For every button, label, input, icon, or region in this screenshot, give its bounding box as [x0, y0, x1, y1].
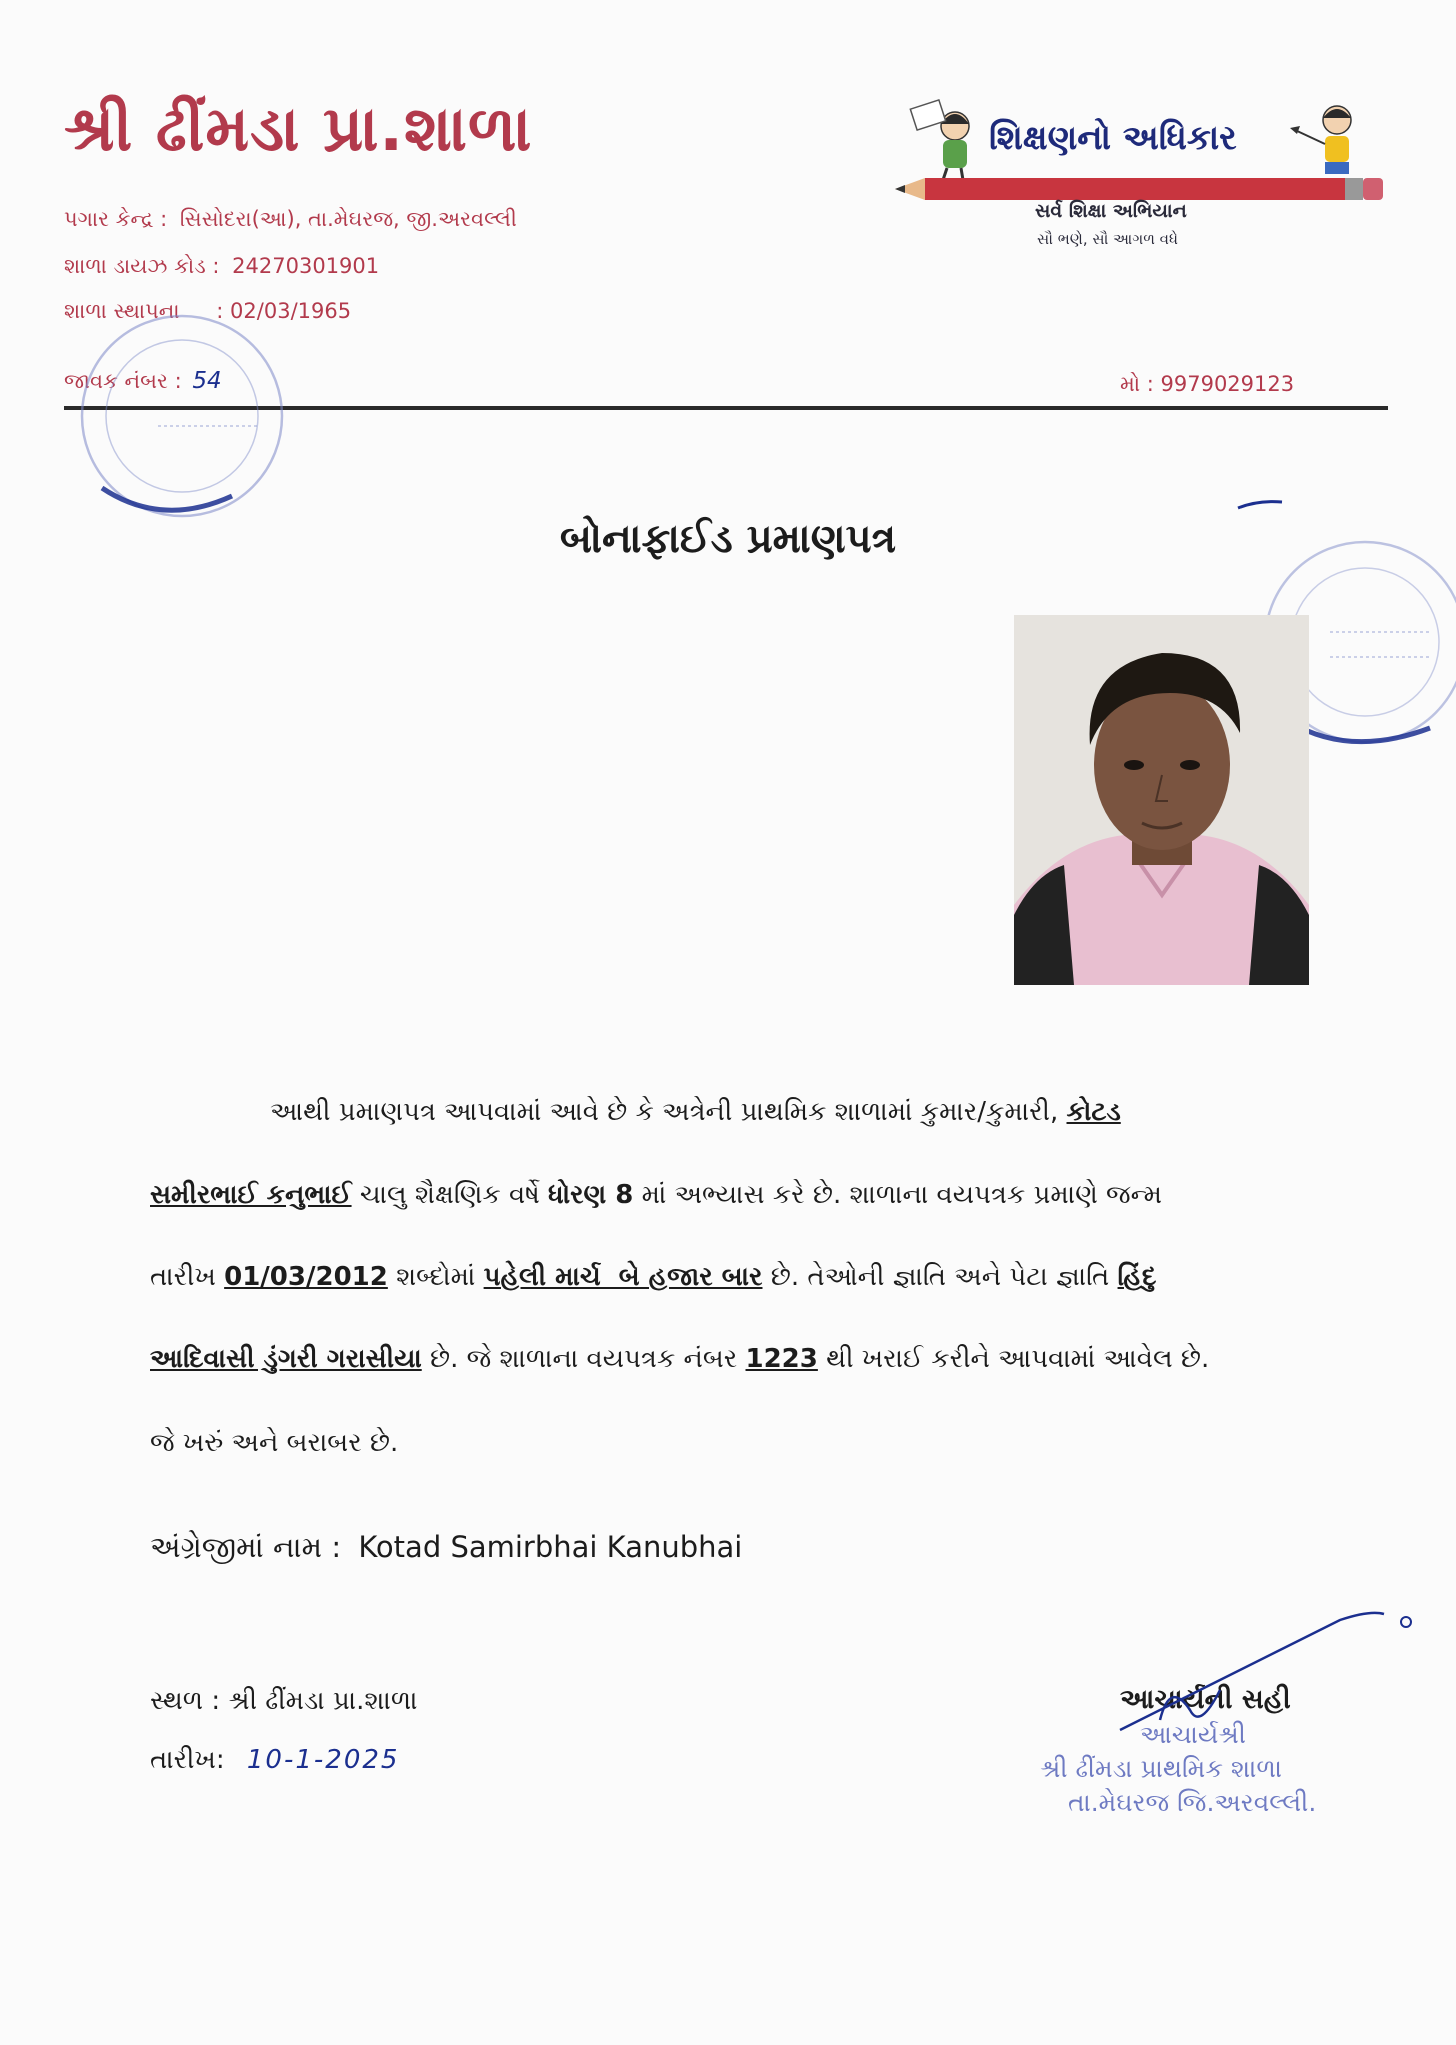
student-photo: [1014, 615, 1309, 985]
body-line-3-text-b: શબ્દોમાં: [396, 1262, 476, 1292]
student-portrait-icon: [1014, 615, 1309, 985]
body-line-5: જે ખરું અને બરાબર છે.: [150, 1428, 399, 1458]
place-line: સ્થળ : શ્રી ઢીંમડા પ્રા.શાળા: [150, 1686, 418, 1716]
pay-center-label: પગાર કેન્દ્ર :: [64, 207, 168, 231]
rte-logo-tagline: સૌ ભણે, સૌ આગળ વધે: [1037, 230, 1179, 248]
outward-stamp-icon: [62, 308, 302, 528]
dise-code-label: શાળા ડાયઝ કોડ :: [64, 254, 220, 278]
ink-mark-icon: [1236, 494, 1286, 514]
stamp-line-1: આચાર્યશ્રી: [1140, 1720, 1246, 1749]
rte-logo-title: શિક્ષણનો અધિકાર: [989, 118, 1237, 158]
stamp-line-3: તા.મેઘરજ જિ.અરવલ્લી.: [1068, 1788, 1317, 1817]
body-line-4: [150, 1344, 1209, 1375]
pay-center-value: સિસોદરા(આ), તા.મેઘરજ, જી.અરવલ્લી: [179, 207, 517, 231]
date-label: તારીખ:: [150, 1745, 225, 1775]
dise-code-value: 24270301901: [232, 254, 380, 278]
english-name-line: [150, 1530, 742, 1565]
body-line-4-text-b: થી ખરાઈ કરીને આપવામાં આવેલ છે.: [826, 1344, 1210, 1374]
body-line-1: [270, 1097, 1121, 1128]
religion: હિંદુ: [1117, 1262, 1157, 1292]
rte-logo-subtitle: સર્વ શિક્ષા અભિયાન: [1035, 200, 1187, 222]
outward-number-value: 54: [192, 368, 222, 394]
body-line-2-text-a: ચાલુ શૈક્ષણિક વર્ષે: [359, 1180, 540, 1210]
school-name: શ્રી ઢીંમડા પ્રા.શાળા: [64, 92, 533, 165]
stamp-line-2: શ્રી ઢીંમડા પ્રાથમિક શાળા: [1040, 1754, 1282, 1783]
english-name-value: Kotad Samirbhai Kanubhai: [358, 1530, 743, 1564]
date-of-birth: 01/03/2012: [224, 1262, 388, 1292]
student-name: સમીરભાઈ કનુભાઈ: [150, 1180, 352, 1210]
student-surname: કોટડ: [1066, 1097, 1121, 1127]
issue-date: 10-1-2025: [246, 1745, 400, 1775]
body-line-3: [150, 1262, 1156, 1293]
certificate-title: બોનાફાઈડ પ્રમાણપત્ર: [559, 516, 897, 562]
pay-center-line: [64, 207, 517, 232]
body-line-1-text: આથી પ્રમાણપત્ર આપવામાં આવે છે કે અત્રેની પ્રાથમિક શાળામાં કુમાર/કુમારી,: [270, 1097, 1059, 1127]
date-line: [150, 1745, 399, 1776]
student-standard: ધોરણ 8: [548, 1180, 634, 1210]
body-line-3-text-a: તારીખ: [150, 1262, 216, 1292]
body-line-3-text-c: છે. તેઓની જ્ઞાતિ અને પેટા જ્ઞાતિ: [770, 1262, 1110, 1292]
body-line-2: [150, 1180, 1162, 1211]
founded-value: : 02/03/1965: [216, 299, 352, 323]
principal-stamp: [1040, 1720, 1316, 1818]
outward-number-label: જાવક નંબર :: [64, 369, 182, 393]
body-line-4-text-a: છે. જે શાળાના વયપત્રક નંબર: [430, 1344, 738, 1374]
rte-logo: [895, 96, 1385, 266]
body-line-2-text-b: માં અભ્યાસ કરે છે. શાળાના વયપત્રક પ્રમાણે જન્મ: [641, 1180, 1163, 1210]
date-of-birth-words: પહેલી માર્ચ બે હજાર બાર: [483, 1262, 763, 1292]
mobile-number: મો : 9979029123: [1120, 372, 1295, 396]
founded-label: શાળા સ્થાપના: [64, 299, 180, 323]
dise-code-line: [64, 254, 379, 279]
caste-subcaste: આદિવાસી ડુંગરી ગરાસીયા: [150, 1344, 422, 1374]
signature-label: આચાર્યની સહી: [1120, 1684, 1291, 1715]
pencil-icon: [895, 176, 1385, 202]
english-name-label: અંગ્રેજીમાં નામ :: [150, 1530, 342, 1564]
register-number: 1223: [745, 1344, 818, 1374]
